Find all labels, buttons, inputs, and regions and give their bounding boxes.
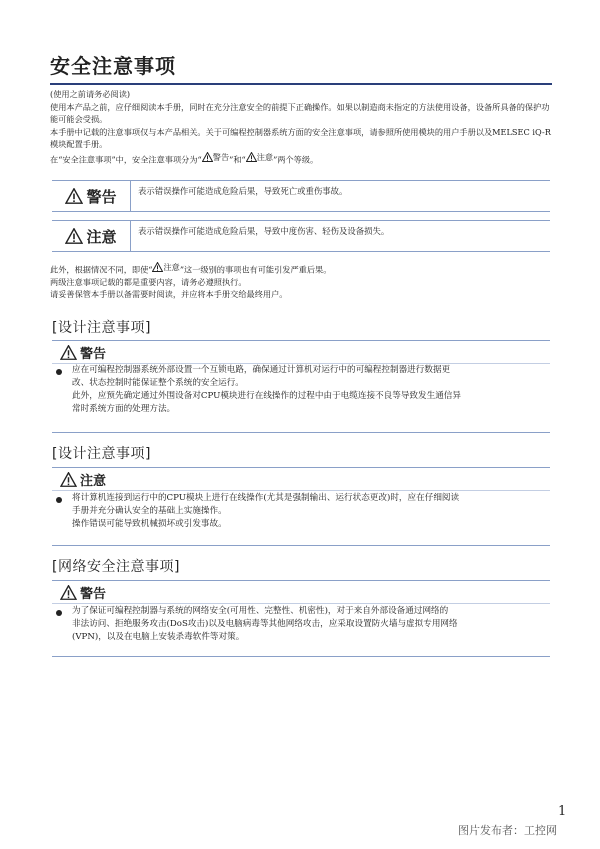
level-table: [52, 220, 550, 252]
section-level-label: 警告: [60, 583, 106, 602]
warning-triangle-icon: [246, 152, 257, 162]
inline-caution-label: 注意: [246, 151, 273, 164]
intro-block: [50, 88, 555, 165]
title-rule: [50, 83, 552, 85]
bullet: [56, 369, 62, 375]
section-box-bottom: [52, 432, 550, 433]
section-box-bottom: [52, 656, 550, 657]
level-table: [52, 180, 550, 212]
level-row-warning: [52, 180, 550, 212]
level-label-box: [52, 221, 131, 251]
level-description: 表示错误操作可能造成危险后果，导致死亡或重伤事故。: [138, 186, 348, 196]
section-body: 为了保证可编程控制器与系统的网络安全(可用性、完整性、机密性)，对于来自外部设备通过网络的 非法访问、拒绝服务攻击(DoS攻击)以及电脑病毒等其他网络攻击，应采取设置防火墙与虚拟专用网络 (VPN)，以及在电脑上安装杀毒软件等对策。: [72, 606, 458, 642]
section-box-separator: [52, 603, 550, 604]
intro-paragraph: 本手册中记载的注意事项仅与本产品相关。关于可编程控制器系统方面的安全注意事项，请参照所使用模块的用户手册以及MELSEC iQ-R 模块配置手册。: [50, 126, 551, 149]
section-heading: [网络安全注意事项]: [52, 559, 180, 575]
notes-line: 此外，根据情况不同，即使“ 注意 ”这一级别的事项也有可能引发严重后果。: [50, 262, 332, 275]
page-title: 安全注意事项: [50, 54, 176, 78]
warning-triangle-icon: [60, 472, 77, 487]
section-box-separator: [52, 490, 550, 491]
notes-block: [50, 261, 555, 301]
warning-triangle-icon: [152, 262, 163, 272]
section-box-top: [52, 467, 550, 468]
section-body: 将计算机连接到运行中的CPU模块上进行在线操作(尤其是强制输出、运行状态更改)时，应在仔细阅读 手册并充分确认安全的基础上实施操作。 操作错误可能导致机械损坏或引发事故。: [72, 493, 460, 529]
level-description: 表示错误操作可能造成危险后果，导致中度伤害、轻伤及设备损失。: [138, 226, 390, 236]
notes-line: 两级注意事项记载的都是重要内容，请务必遵照执行。: [50, 276, 247, 287]
level-label-box: [52, 181, 131, 211]
watermark: 图片发布者：工控网: [458, 824, 557, 837]
section-level-label: 注意: [60, 470, 106, 489]
intro-levels-line: 在“安全注意事项”中，安全注意事项分为“ 警告 ”和“ 注意 ”两个等级。: [50, 151, 319, 164]
inline-warning-label: 警告: [202, 151, 229, 164]
section-heading: [设计注意事项]: [52, 320, 151, 336]
intro-paragraph: 使用本产品之前，应仔细阅读本手册，同时在充分注意安全的前提下正确操作。如果以制造商未指定的方法使用设备，设备所具备的保护功能可能会受损。: [50, 101, 550, 124]
bullet: [56, 497, 62, 503]
level-label: 注意: [86, 227, 117, 246]
section-box-top: [52, 340, 550, 341]
bullet: [56, 610, 62, 616]
section-body: 应在可编程控制器系统外部设置一个互锁电路，确保通过计算机对运行中的可编程控制器进行数据更 改、状态控制时能保证整个系统的安全运行。 此外，应预先确定通过外围设备对CPU模块进行在线操作的过程中由于电缆连接不良等导致发生通信异 常时系统方面的处理方法。: [72, 365, 461, 414]
inline-caution-label: 注意: [152, 261, 179, 274]
intro-line: (使用之前请务必阅读): [50, 89, 131, 99]
notes-line: 请妥善保管本手册以备需要时阅读，并应将本手册交给最终用户。: [50, 289, 288, 300]
level-row-caution: [52, 220, 550, 252]
warning-triangle-icon: [202, 152, 213, 162]
warning-triangle-icon: [60, 585, 77, 600]
section-heading: [设计注意事项]: [52, 446, 151, 462]
section-box-top: [52, 580, 550, 581]
warning-triangle-icon: [65, 188, 83, 204]
section-level-label: 警告: [60, 343, 106, 362]
level-label: 警告: [86, 187, 117, 206]
warning-triangle-icon: [60, 345, 77, 360]
section-box-bottom: [52, 545, 550, 546]
warning-triangle-icon: [65, 228, 83, 244]
page-number: 1: [558, 804, 567, 819]
